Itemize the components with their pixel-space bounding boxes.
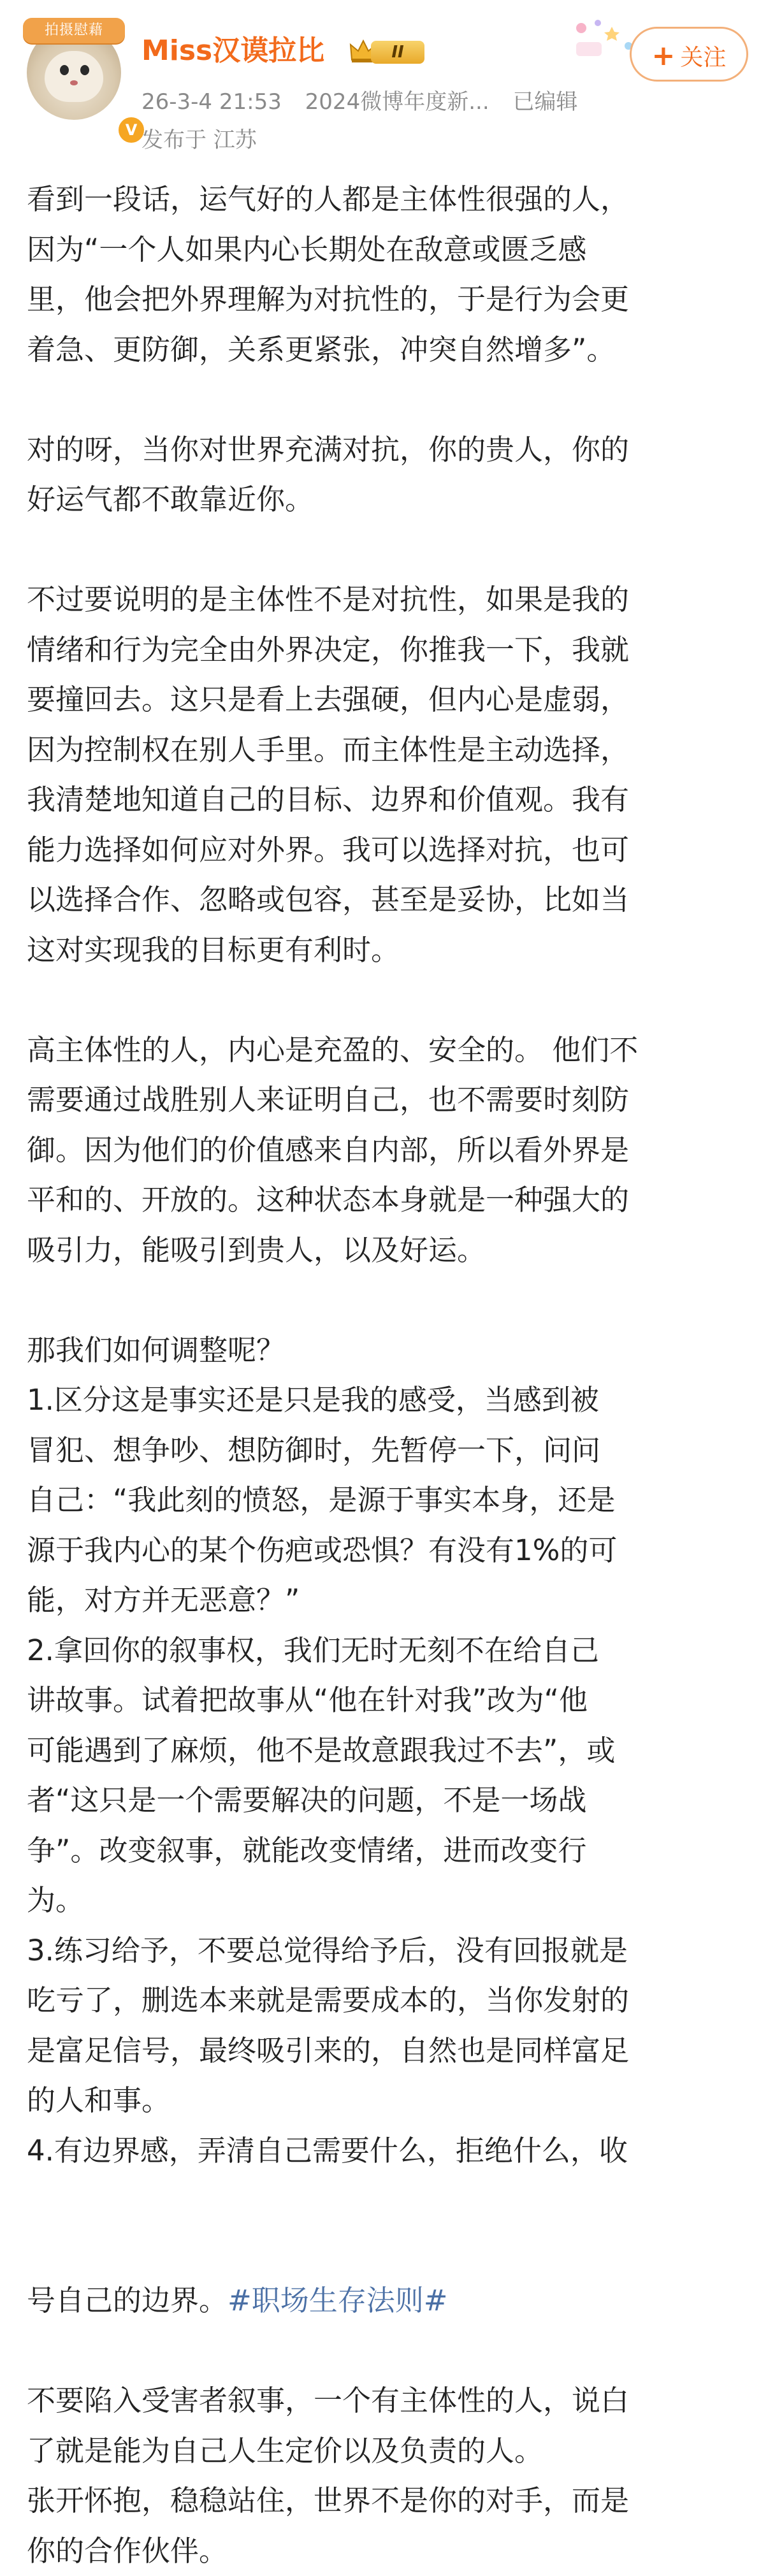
text-line: 我清楚地知道自己的目标、边界和价值观。我有 [27, 775, 748, 825]
text-line: 里，他会把外界理解为对抗性的，于是行为会更 [27, 275, 748, 325]
text-line: 3.练习给予，不要总觉得给予后，没有回报就是 [27, 1926, 748, 1976]
text-line: 冒犯、想争吵、想防御时，先暂停一下，问问 [27, 1426, 748, 1476]
username-link[interactable]: Miss汉谟拉比 [141, 32, 324, 70]
paragraph-gap [27, 375, 748, 425]
award-text[interactable]: 2024微博年度新... [305, 89, 489, 115]
text-line: 因为“一个人如果内心长期处在敌意或匮乏感 [27, 225, 748, 275]
avatar-frame-label: 拍摄慰藉 [23, 18, 125, 43]
eye-icon [60, 65, 69, 75]
text-line: 讲故事。试着把故事从“他在针对我”改为“他 [27, 1675, 748, 1726]
text-line: 争”。改变叙事，就能改变情绪，进而改变行 [27, 1826, 748, 1876]
text-line: 不要陷入受害者叙事，一个有主体性的人，说白 [27, 2376, 748, 2426]
post-header [0, 0, 775, 172]
post-content [27, 175, 748, 2576]
text-line: 看到一段话，运气好的人都是主体性很强的人， [27, 175, 748, 225]
eye-icon [80, 65, 89, 75]
text-line: 这对实现我的目标更有利时。 [27, 925, 748, 976]
text-line: 对的呀，当你对世界充满对抗，你的贵人，你的 [27, 425, 748, 475]
text-line: 御。因为他们的价值感来自内部，所以看外界是 [27, 1125, 748, 1176]
text-line: 为。 [27, 1876, 748, 1926]
text-line: 源于我内心的某个伤疤或恐惧？有没有1%的可 [27, 1526, 748, 1576]
text-line: 不过要说明的是主体性不是对抗性，如果是我的 [27, 575, 748, 625]
post-meta [141, 87, 577, 117]
text-line: 者“这只是一个需要解决的问题，不是一场战 [27, 1776, 748, 1826]
level-badge[interactable] [349, 37, 428, 66]
avatar[interactable] [27, 25, 121, 120]
text-line: 吃亏了，删选本来就是需要成本的，当你发射的 [27, 1976, 748, 2026]
text-line [27, 2276, 748, 2326]
text-line: 了就是能为自己人生定价以及负责的人。 [27, 2426, 748, 2477]
paragraph-gap [27, 1275, 748, 1326]
text-line: 要撞回去。这只是看上去强硬，但内心是虚弱， [27, 675, 748, 725]
text-line: 着急、更防御，关系更紧张，冲突自然增多”。 [27, 325, 748, 375]
publish-location: 发布于 江苏 [141, 125, 257, 156]
text-line: 能，对方并无恶意？” [27, 1575, 748, 1626]
text-line: 4.有边界感，弄清自己需要什么，拒绝什么，收 [27, 2126, 748, 2176]
text-line: 你的合作伙伴。 [27, 2526, 748, 2576]
text-line: 平和的、开放的。这种状态本身就是一种强大的 [27, 1175, 748, 1226]
text-line: 以选择合作、忽略或包容，甚至是妥协，比如当 [27, 875, 748, 925]
cat-face-icon [45, 51, 103, 102]
text-line: 情绪和行为完全由外界决定，你推我一下，我就 [27, 625, 748, 676]
text-line: 张开怀抱，稳稳站住，世界不是你的对手，而是 [27, 2476, 748, 2526]
text-line: 吸引力，能吸引到贵人，以及好运。 [27, 1226, 748, 1276]
text-line: 自己：“我此刻的愤怒，是源于事实本身，还是 [27, 1475, 748, 1526]
edited-label[interactable]: 已编辑 [512, 89, 577, 115]
text-line [27, 2176, 748, 2226]
text-line: 1.区分这是事实还是只是我的感受，当感到被 [27, 1375, 748, 1426]
paragraph-gap [27, 525, 748, 575]
nose-icon [70, 80, 78, 85]
paragraph-gap [27, 975, 748, 1025]
follow-button[interactable] [630, 27, 748, 82]
text-line [27, 2226, 748, 2276]
text-segment: 号自己的边界。 [27, 2283, 228, 2317]
text-line: 的人和事。 [27, 2076, 748, 2126]
text-line: 是富足信号，最终吸引来的，自然也是同样富足 [27, 2026, 748, 2076]
follow-label: 关注 [680, 45, 726, 71]
text-line: 2.拿回你的叙事权，我们无时无刻不在给自己 [27, 1626, 748, 1676]
verified-badge-icon: V [116, 115, 147, 145]
text-line: 那我们如何调整呢？ [27, 1326, 748, 1376]
text-line: 可能遇到了麻烦，他不是故意跟我过不去”，或 [27, 1726, 748, 1776]
text-line: 需要通过战胜别人来证明自己，也不需要时刻防 [27, 1075, 748, 1125]
hashtag-link[interactable]: #职场生存法则# [228, 2283, 447, 2317]
text-line: 能力选择如何应对外界。我可以选择对抗，也可 [27, 825, 748, 876]
level-label: II [371, 41, 424, 64]
text-line: 高主体性的人，内心是充盈的、安全的。 他们不 [27, 1025, 748, 1076]
post-time: 26-3-4 21:53 [141, 89, 282, 115]
paragraph-gap [27, 2326, 748, 2377]
plus-icon: + [652, 40, 676, 72]
text-line: 好运气都不敢靠近你。 [27, 475, 748, 525]
text-line: 因为控制权在别人手里。而主体性是主动选择， [27, 725, 748, 776]
